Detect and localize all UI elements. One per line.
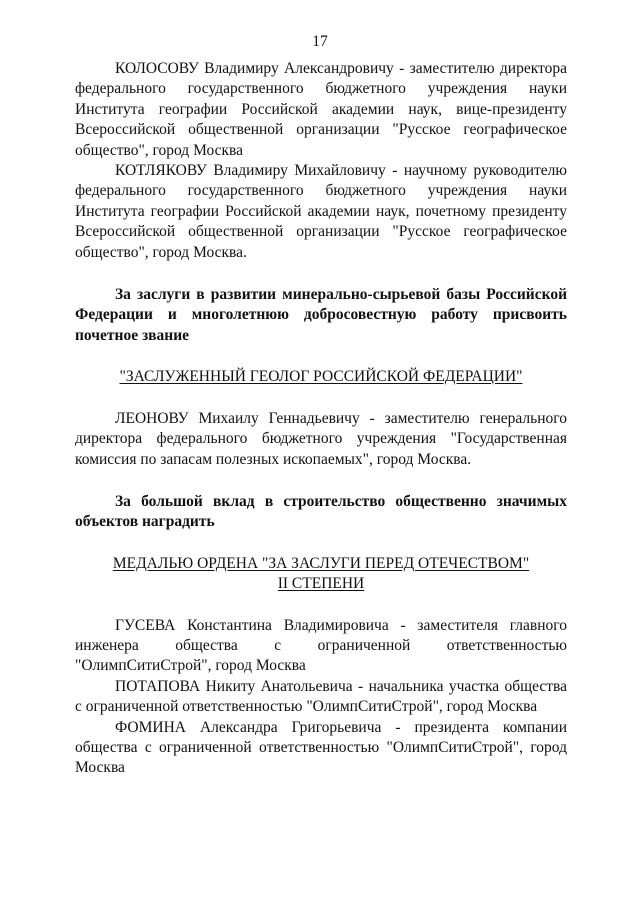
medal-heading-line2: II СТЕПЕНИ xyxy=(277,575,365,593)
honorary-title-heading: "ЗАСЛУЖЕННЫЙ ГЕОЛОГ РОССИЙСКОЙ ФЕДЕРАЦИИ" xyxy=(119,368,523,386)
document-body xyxy=(75,59,567,779)
page-number: 17 xyxy=(312,33,328,50)
award-entry-leonov: ЛЕОНОВУ Михаилу Геннадьевичу - заместителю генерального директора федерального бюджетного учреждения "Государственная комиссия по запасам полезных ископаемых", город Москва. xyxy=(75,409,567,468)
award-entry-gusev: ГУСЕВА Константина Владимировича - заместителя главного инженера общества с ограниченной ответственностью "ОлимпСитиСтрой", город Москва xyxy=(75,616,567,675)
medal-heading-line1: МЕДАЛЬЮ ОРДЕНА "ЗА ЗАСЛУГИ ПЕРЕД ОТЕЧЕСТВОМ" xyxy=(112,554,530,572)
award-entry-kotlyakov: КОТЛЯКОВУ Владимиру Михайловичу - научному руководителю федерального государственного бюджетного учреждения науки Института географии Российской академии наук, почетному президенту Всероссийской общественной организации "Русское географическое общество", город Москва. xyxy=(75,162,567,261)
award-entry-potapov: ПОТАПОВА Никиту Анатольевича - начальника участка общества с ограниченной ответственностью "ОлимпСитиСтрой", город Москва xyxy=(75,677,567,716)
decree-honorary-title: За заслуги в развитии минерально-сырьевой базы Российской Федерации и многолетнюю добросовестную работу присвоить почетное звание xyxy=(75,286,567,344)
decree-medal: За большой вклад в строительство общественно значимых объектов наградить xyxy=(75,492,567,531)
award-entry-kolosov: КОЛОСОВУ Владимиру Александровичу - заместителю директора федерального государственного бюджетного учреждения науки Института географии Российской академии наук, вице-президенту Всероссийской общественной организации "Русское географическое общество", город Москва xyxy=(75,60,567,159)
award-entry-fomin: ФОМИНА Александра Григорьевича - президента компании общества с ограниченной ответственностью "ОлимпСитиСтрой", город Москва xyxy=(75,718,567,777)
